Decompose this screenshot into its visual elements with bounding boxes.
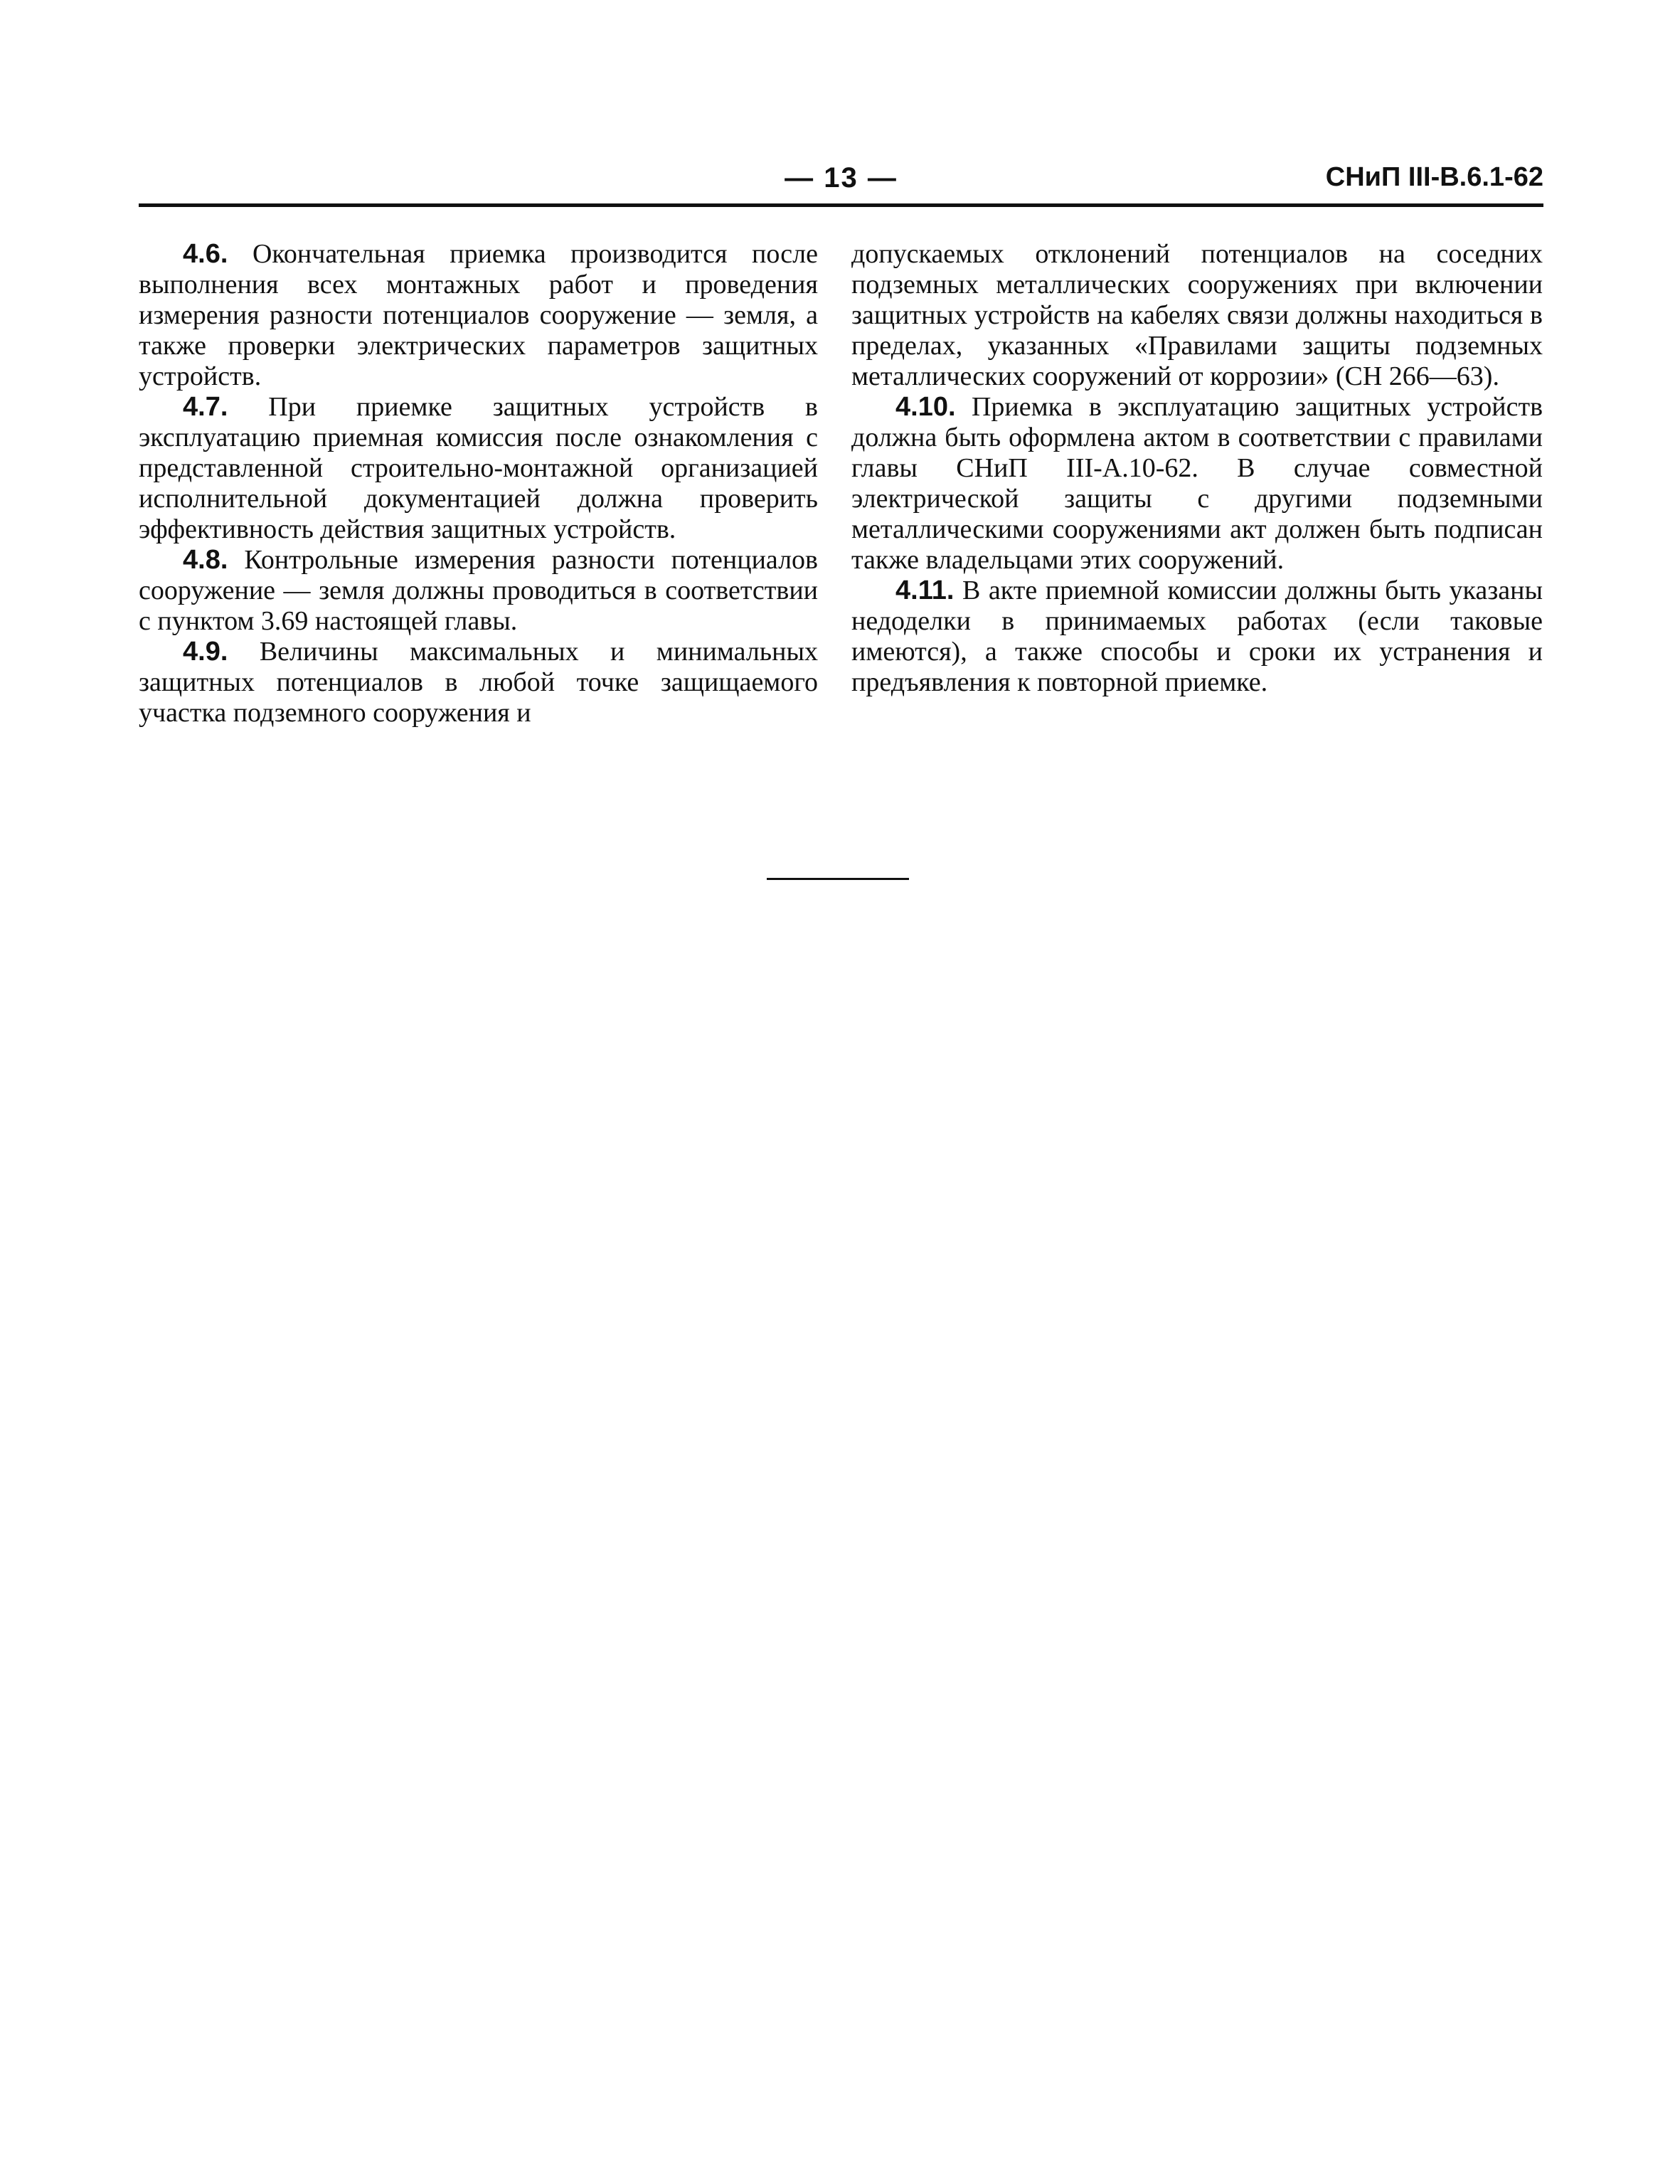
- paragraph-text: Приемка в эксплуатацию защитных устройств должна быть оформлена актом в соответствии с правилами главы СНиП III-А.10-62. В случае совместной электрической защиты с другими подземными металлическими сооружениями акт должен быть подписан также владельцами этих сооружений.: [851, 392, 1543, 575]
- paragraph-text: Окончательная приемка производится после выполнения всех монтажных работ и проведения измерения разности потенциалов сооружение — земля, а также проверки электрических параметров защитных устройств.: [139, 239, 818, 391]
- section-end-rule: [767, 878, 909, 880]
- right-column: [851, 239, 1543, 698]
- paragraph-text: допускаемых отклонений потенциалов на соседних подземных металлических сооружениях при включении защитных устройств на кабелях связи должны находиться в пределах, указанных «Правилами защиты подземных металлических сооружений от коррозии» (СН 266—63).: [851, 239, 1543, 391]
- paragraph-4-8: [139, 545, 818, 637]
- paragraph-4-9-continued: [851, 239, 1543, 392]
- paragraph-number: 4.6.: [183, 239, 228, 269]
- paragraph-4-6: [139, 239, 818, 392]
- paragraph-text: В акте приемной комиссии должны быть указаны недоделки в принимаемых работах (если таковые имеются), а также способы и сроки их устранения и предъявления к повторной приемке.: [851, 576, 1543, 697]
- paragraph-text: При приемке защитных устройств в эксплуатацию приемная комиссия после ознакомления с представленной строительно-монтажной организацией исполнительной документацией должна проверить эффективность действия защитных устройств.: [139, 392, 818, 544]
- paragraph-4-10: [851, 392, 1543, 576]
- header-rule: [139, 203, 1543, 207]
- page-header: [139, 162, 1543, 198]
- paragraph-number: 4.10.: [895, 392, 956, 422]
- paragraph-text: Величины максимальных и минимальных защитных потенциалов в любой точке защищаемого участка подземного сооружения и: [139, 637, 818, 728]
- paragraph-text: Контрольные измерения разности потенциалов сооружение — земля должны проводиться в соответствии с пунктом 3.69 настоящей главы.: [139, 545, 819, 636]
- page-number: — 13 —: [785, 162, 898, 194]
- paragraph-number: 4.9.: [183, 637, 228, 667]
- document-code: СНиП III-В.6.1-62: [1325, 162, 1543, 192]
- paragraph-number: 4.8.: [183, 545, 228, 575]
- paragraph-number: 4.11.: [895, 576, 955, 605]
- left-column: [139, 239, 818, 728]
- paragraph-4-9: [139, 637, 818, 728]
- paragraph-4-7: [139, 392, 818, 545]
- paragraph-4-11: [851, 576, 1543, 698]
- paragraph-number: 4.7.: [183, 392, 228, 422]
